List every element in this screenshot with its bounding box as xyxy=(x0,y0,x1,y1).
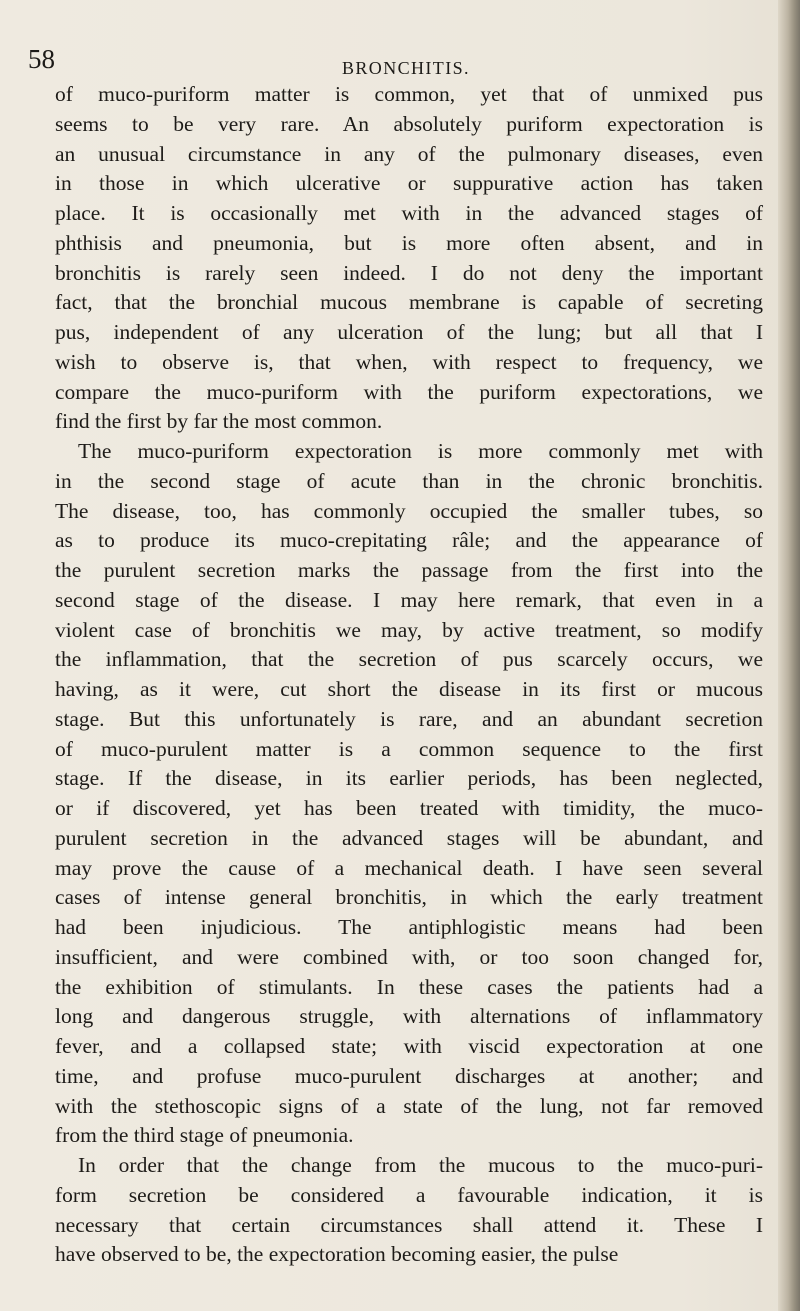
running-head: BRONCHITIS. xyxy=(342,58,470,78)
text-line: pus, independent of any ulceration of the lung; but all that I xyxy=(55,320,763,344)
text-line: necessary that certain circumstances shall attend it. These I xyxy=(55,1212,763,1237)
text-line: In order that the change from the mucous to the muco-puri- xyxy=(78,1153,763,1177)
text-line: the purulent secretion marks the passage from the first into the xyxy=(55,558,763,582)
text-line: phthisis and pneumonia, but is more often absent, and in xyxy=(55,230,763,255)
body-text xyxy=(55,80,763,1270)
text-line: compare the muco-puriform with the puriform expectorations, we xyxy=(55,379,763,404)
page-edge-shadow xyxy=(778,0,800,1311)
text-line: stage. But this unfortunately is rare, and an abundant secretion xyxy=(55,706,763,731)
text-line: or if discovered, yet has been treated with timidity, the muco- xyxy=(55,796,763,820)
text-line: violent case of bronchitis we may, by active treatment, so modify xyxy=(55,617,763,642)
text-line: from the third stage of pneumonia. xyxy=(55,1123,354,1148)
text-line: form secretion be considered a favourable indication, it is xyxy=(55,1182,763,1207)
text-line: of muco-purulent matter is a common sequence to the first xyxy=(55,736,763,761)
text-line: The disease, too, has commonly occupied the smaller tubes, so xyxy=(55,498,763,523)
text-line: stage. If the disease, in its earlier periods, has been neglected, xyxy=(55,766,763,791)
text-line: seems to be very rare. An absolutely puriform expectoration is xyxy=(55,111,763,136)
text-line: in the second stage of acute than in the chronic bronchitis. xyxy=(55,468,763,493)
text-line: an unusual circumstance in any of the pulmonary diseases, even xyxy=(55,141,763,166)
text-line: purulent secretion in the advanced stages will be abundant, and xyxy=(55,825,763,850)
text-line: in those in which ulcerative or suppurative action has taken xyxy=(55,171,763,196)
text-line: long and dangerous struggle, with alternations of inflammatory xyxy=(55,1004,763,1029)
text-line: may prove the cause of a mechanical death. I have seen several xyxy=(55,855,763,880)
text-line: as to produce its muco-crepitating râle; and the appearance of xyxy=(55,528,763,553)
text-line: cases of intense general bronchitis, in which the early treatment xyxy=(55,885,763,910)
text-line: having, as it were, cut short the disease in its first or mucous xyxy=(55,677,763,701)
text-line: bronchitis is rarely seen indeed. I do not deny the important xyxy=(55,260,763,285)
text-line: The muco-puriform expectoration is more commonly met with xyxy=(78,439,763,463)
text-line: wish to observe is, that when, with respect to frequency, we xyxy=(55,349,763,374)
text-line: the exhibition of stimulants. In these cases the patients had a xyxy=(55,974,763,999)
text-line: insufficient, and were combined with, or too soon changed for, xyxy=(55,944,763,969)
text-line: with the stethoscopic signs of a state of the lung, not far removed xyxy=(55,1093,763,1118)
text-line: have observed to be, the expectoration becoming easier, the pulse xyxy=(55,1242,619,1267)
text-line: fever, and a collapsed state; with viscid expectoration at one xyxy=(55,1034,763,1058)
text-line: second stage of the disease. I may here remark, that even in a xyxy=(55,587,763,612)
text-line: the inflammation, that the secretion of pus scarcely occurs, we xyxy=(55,647,763,672)
text-line: fact, that the bronchial mucous membrane is capable of secreting xyxy=(55,290,763,315)
text-line: place. It is occasionally met with in the advanced stages of xyxy=(55,201,763,225)
text-line: of muco-puriform matter is common, yet that of unmixed pus xyxy=(55,82,763,106)
page-number: 58 xyxy=(28,44,55,74)
text-line: find the first by far the most common. xyxy=(55,409,383,434)
text-line: time, and profuse muco-purulent discharges at another; and xyxy=(55,1063,763,1088)
text-line: had been injudicious. The antiphlogistic means had been xyxy=(55,915,763,939)
